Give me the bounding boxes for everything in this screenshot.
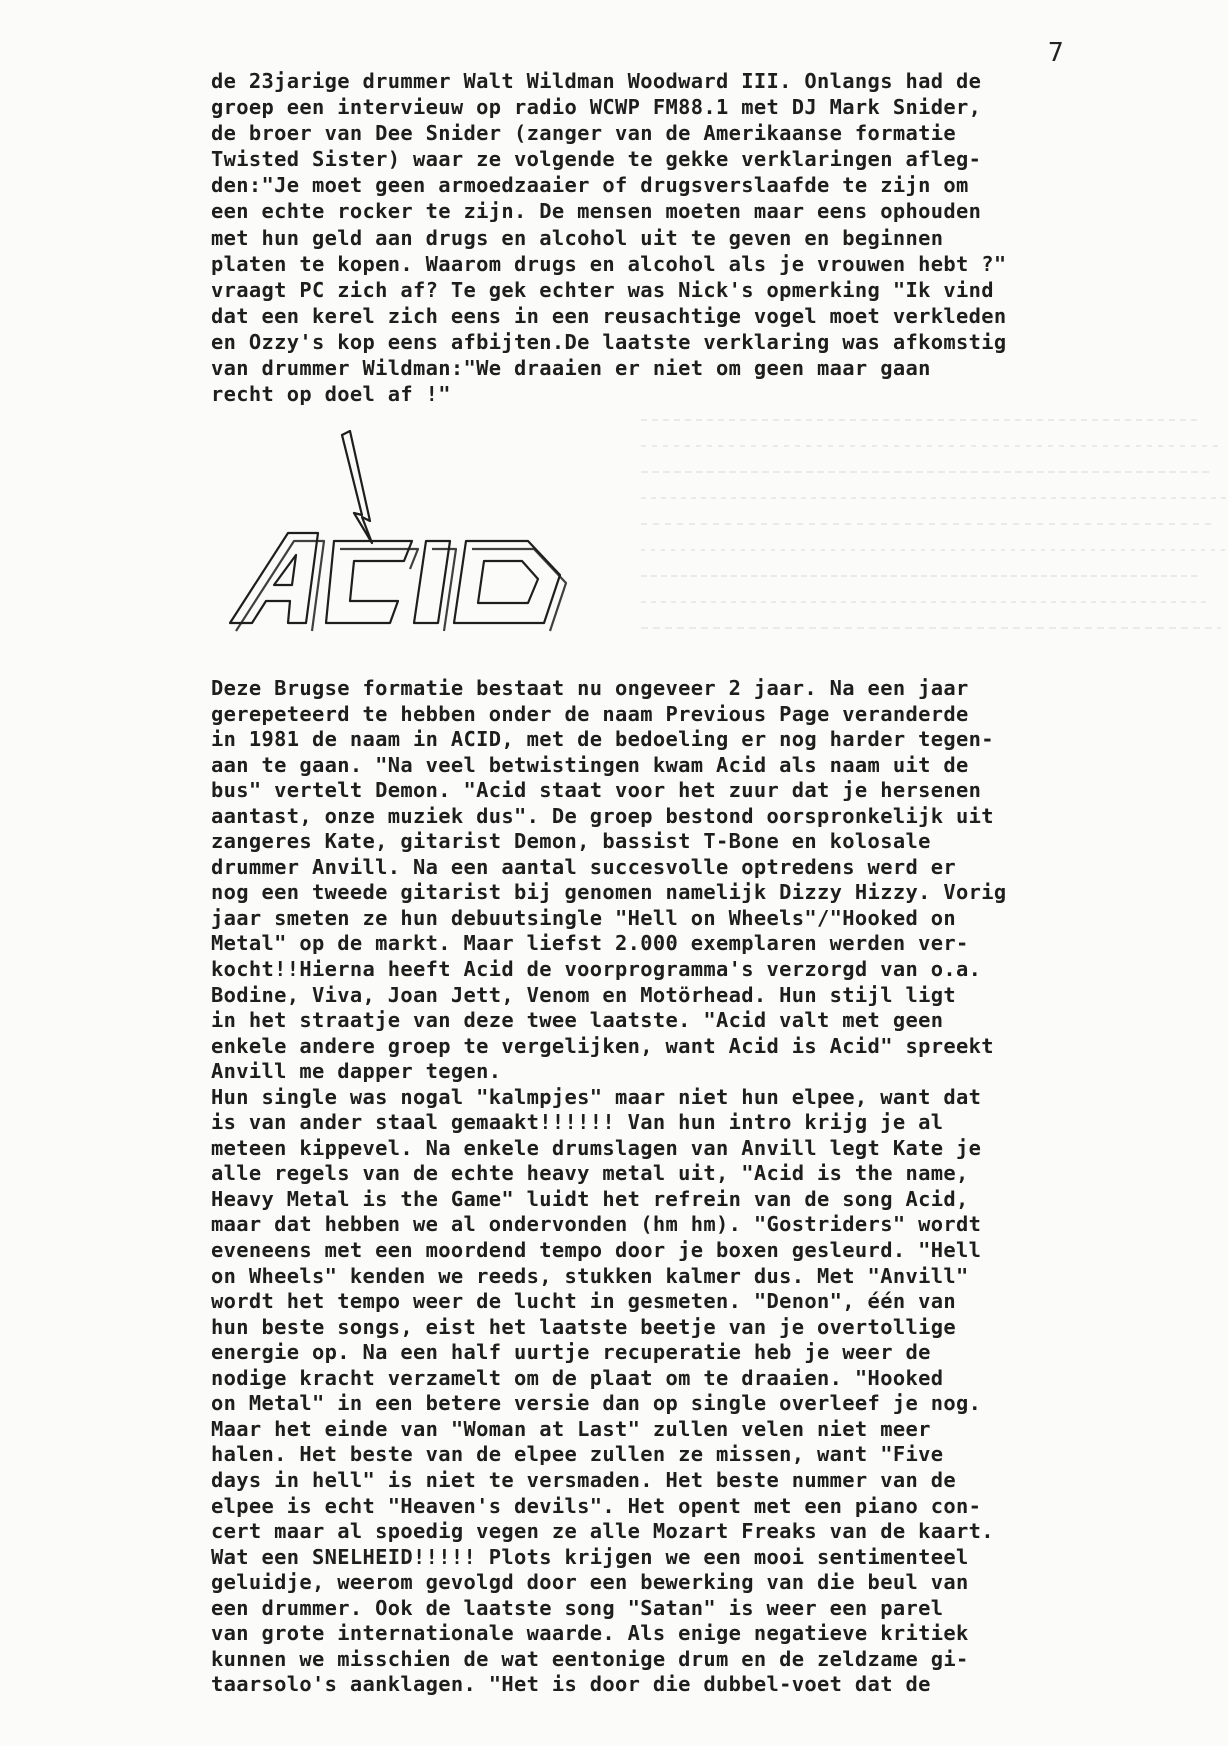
paragraph-top-line: met hun geld aan drugs en alcohol uit te geven en beginnen — [211, 225, 944, 250]
paragraph-top-line: groep een intervieuw op radio WCWP FM88.1 met DJ Mark Snider, — [211, 95, 982, 120]
paragraph-bottom-line: Wat een SNELHEID!!!!! Plots krijgen we een mooi sentimenteel — [211, 1544, 969, 1569]
paragraph-bottom-line: energie op. Na een half uurtje recuperatie heb je weer de — [211, 1340, 931, 1365]
paragraph-bottom-line: Anvill me dapper tegen. — [211, 1059, 502, 1084]
bleed-through-lines — [641, 406, 1228, 706]
paragraph-top-line: platen te kopen. Waarom drugs en alcohol als je vrouwen hebt ?" — [211, 251, 1007, 276]
paragraph-bottom-line: aan te gaan. "Na veel betwistingen kwam Acid als naam uit de — [211, 752, 969, 777]
paragraph-bottom-line: bus" vertelt Demon. "Acid staat voor het zuur dat je hersenen — [211, 778, 982, 803]
bleed-through-texture — [600, 380, 1200, 680]
paragraph-bottom-line: on Wheels" kenden we reeds, stukken kalmer dus. Met "Anvill" — [211, 1263, 969, 1288]
paragraph-bottom-line: aantast, onze muziek dus". De groep bestond oorspronkelijk uit — [211, 803, 994, 828]
page-number: 7 — [1048, 38, 1064, 68]
paragraph-bottom-line: in het straatje van deze twee laatste. "Acid valt met geen — [211, 1008, 944, 1033]
paragraph-top-line: een echte rocker te zijn. De mensen moeten maar eens ophouden — [211, 199, 982, 224]
paragraph-bottom-line: jaar smeten ze hun debuutsingle "Hell on Wheels"/"Hooked on — [211, 905, 956, 930]
paragraph-bottom-line: kocht!!Hierna heeft Acid de voorprogramma's verzorgd van o.a. — [211, 957, 982, 982]
paragraph-bottom-line: on Metal" in een betere versie dan op single overleef je nog. — [211, 1391, 982, 1416]
paragraph-bottom-line: zangeres Kate, gitarist Demon, bassist T-Bone en kolosale — [211, 829, 931, 854]
paragraph-top-line: den:"Je moet geen armoedzaaier of drugsverslaafde te zijn om — [211, 173, 969, 198]
paragraph-bottom-line: enkele andere groep te vergelijken, want Acid is Acid" spreekt — [211, 1033, 994, 1058]
paragraph-bottom-line: elpee is echt "Heaven's devils". Het opent met een piano con- — [211, 1493, 982, 1518]
paragraph-top-line: dat een kerel zich eens in een reusachtige vogel moet verkleden — [211, 303, 1007, 328]
paragraph-bottom-line: is van ander staal gemaakt!!!!!! Van hun intro krijg je al — [211, 1110, 944, 1135]
paragraph-top-line: recht op doel af !" — [211, 382, 451, 407]
paragraph-bottom-line: gerepeteerd te hebben onder de naam Previous Page veranderde — [211, 701, 969, 726]
paragraph-bottom-line: Heavy Metal is the Game" luidt het refrein van de song Acid, — [211, 1186, 969, 1211]
paragraph-bottom-line: hun beste songs, eist het laatste beetje van je overtollige — [211, 1314, 956, 1339]
paragraph-bottom-line: Metal" op de markt. Maar liefst 2.000 exemplaren werden ver- — [211, 931, 969, 956]
paragraph-top-line: van drummer Wildman:"We draaien er niet om geen maar gaan — [211, 356, 931, 381]
paragraph-bottom-line: een drummer. Ook de laatste song "Satan" is weer een parel — [211, 1595, 944, 1620]
paragraph-bottom-line: Maar het einde van "Woman at Last" zullen velen niet meer — [211, 1416, 931, 1441]
paragraph-bottom-line: nog een tweede gitarist bij genomen namelijk Dizzy Hizzy. Vorig — [211, 880, 1007, 905]
paragraph-bottom — [211, 676, 1006, 1698]
acid-logo — [222, 425, 582, 645]
paragraph-bottom-line: Deze Brugse formatie bestaat nu ongeveer 2 jaar. Na een jaar — [211, 676, 969, 700]
paragraph-top-line: en Ozzy's kop eens afbijten.De laatste verklaring was afkomstig — [211, 329, 1007, 354]
paragraph-top-line: vraagt PC zich af? Te gek echter was Nick's opmerking "Ik vind — [211, 277, 994, 302]
paragraph-bottom-line: van grote internationale waarde. Als enige negatieve kritiek — [211, 1621, 969, 1646]
paragraph-top-line: Twisted Sister) waar ze volgende te gekke verklaringen afleg- — [211, 147, 982, 172]
paragraph-bottom-line: kunnen we misschien de wat eentonige drum en de zeldzame gi- — [211, 1646, 969, 1671]
paragraph-bottom-line: maar dat hebben we al ondervonden (hm hm). "Gostriders" wordt — [211, 1212, 982, 1237]
paragraph-bottom-line: Hun single was nogal "kalmpjes" maar niet hun elpee, want dat — [211, 1084, 982, 1109]
paragraph-bottom-line: meteen kippevel. Na enkele drumslagen van Anvill legt Kate je — [211, 1135, 982, 1160]
paragraph-bottom-line: geluidje, weerom gevolgd door een bewerking van die beul van — [211, 1570, 969, 1595]
paragraph-bottom-line: nodige kracht verzamelt om de plaat om te draaien. "Hooked — [211, 1365, 944, 1390]
paragraph-bottom-line: drummer Anvill. Na een aantal succesvolle optredens werd er — [211, 854, 956, 879]
paragraph-top-line: de broer van Dee Snider (zanger van de Amerikaanse formatie — [211, 121, 956, 146]
paragraph-bottom-line: in 1981 de naam in ACID, met de bedoeling er nog harder tegen- — [211, 727, 994, 752]
paragraph-top-line: de 23jarige drummer Walt Wildman Woodward III. Onlangs had de — [211, 69, 982, 93]
paragraph-bottom-line: days in hell" is niet te versmaden. Het beste nummer van de — [211, 1467, 956, 1492]
paragraph-bottom-line: wordt het tempo weer de lucht in gesmeten. "Denon", één van — [211, 1289, 956, 1314]
paragraph-top — [211, 68, 1006, 407]
paragraph-bottom-line: halen. Het beste van de elpee zullen ze missen, want "Five — [211, 1442, 944, 1467]
paragraph-bottom-line: taarsolo's aanklagen. "Het is door die dubbel-voet dat de — [211, 1672, 931, 1697]
paragraph-bottom-line: alle regels van de echte heavy metal uit, "Acid is the name, — [211, 1161, 969, 1186]
paragraph-bottom-line: Bodine, Viva, Joan Jett, Venom en Motörhead. Hun stijl ligt — [211, 982, 956, 1007]
paragraph-bottom-line: eveneens met een moordend tempo door je boxen gesleurd. "Hell — [211, 1238, 982, 1263]
paragraph-bottom-line: cert maar al spoedig vegen ze alle Mozart Freaks van de kaart. — [211, 1519, 994, 1544]
